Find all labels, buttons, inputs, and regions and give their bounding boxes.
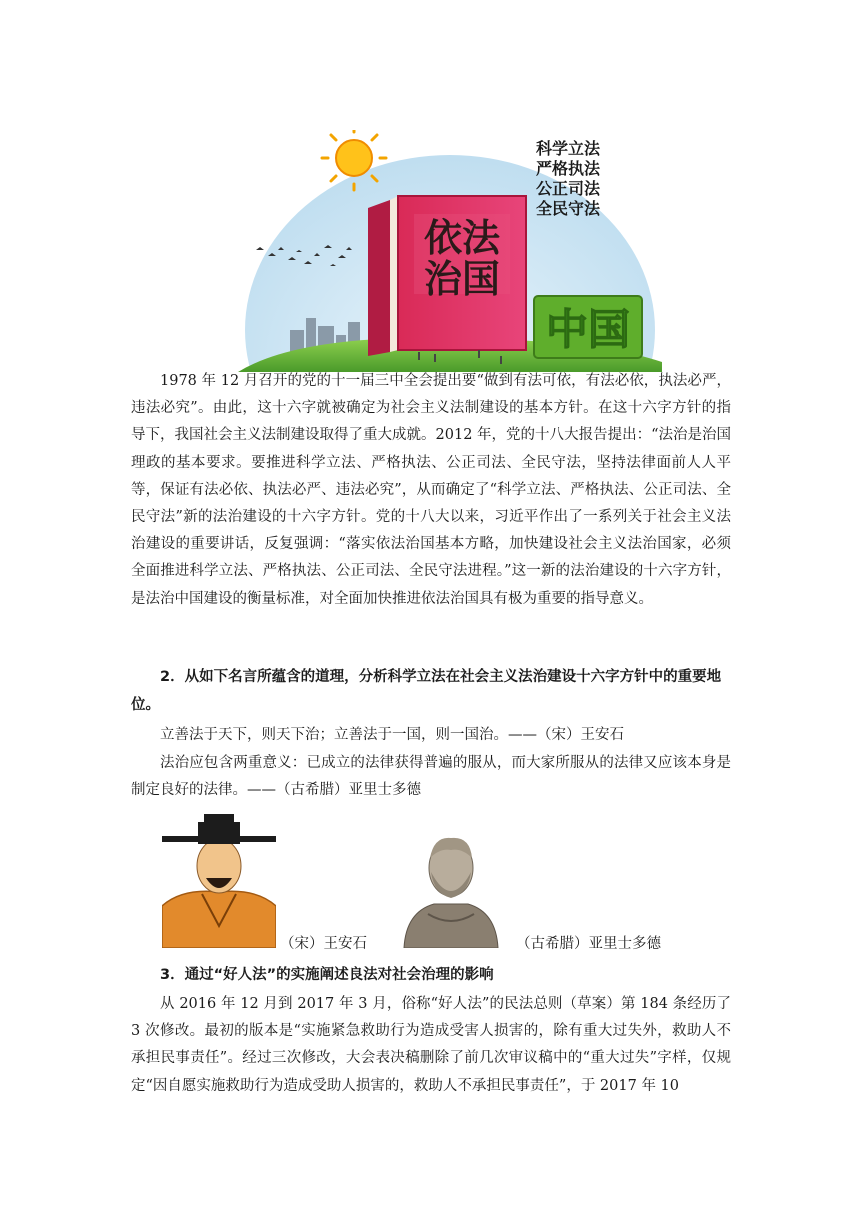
slogan-4: 全民守法 xyxy=(536,199,601,218)
paragraph-sixteen-character-policy: 1978 年 12 月召开的党的十一届三中全会提出要“做到有法可依，有法必依，执法必严，违法必究”。由此，这十六字就被确定为社会主义法制建设的基本方针。在这十六字方针的指导下，我国社会主义法制建设取得了重大成就。2012 年，党的十八大报告提出：“法治是治国理政的基本要求。要推进科学立法、严格执法、公正司法、全民守法，坚持法律面前人人平等，保证有法必依、执法必严、违法必究”，从而确定了“科学立法、严格执法、公正司法、全民守法”新的法治建设的十六字方针。党的十八大以来，习近平作出了一系列关于社会主义法治建设的重要讲话，反复强调：“落实依法治国基本方略，加快建设社会主义法治国家，必须全面推进科学立法、严格执法、公正司法、全民守法进程。”这一新的法治建设的十六字方针，是法治中国建设的衡量标准，对全面加快推进依法治国具有极为重要的指导意义。 xyxy=(131,373,731,607)
caption-wang-anshi: （宋）王安石 xyxy=(280,936,367,952)
caption-aristotle: （古希腊）亚里士多德 xyxy=(516,936,661,952)
wang-anshi-portrait xyxy=(162,814,276,948)
quote-aristotle: 法治应包含两重意义：已成立的法律获得普遍的服从，而大家所服从的法律又应该本身是制定良好的法律。——（古希腊）亚里士多德 xyxy=(131,755,731,799)
china-hedge-sign xyxy=(534,296,642,358)
slogan-3: 公正司法 xyxy=(536,179,601,198)
paragraph-good-samaritan-law: 从 2016 年 12 月到 2017 年 3 月，俗称“好人法”的民法总则（草案）第 184 条经历了 3 次修改。最初的版本是“实施紧急救助行为造成受害人损害的，除有重大过失外，救助人不承担民事责任”。经过三次修改，大会表决稿删除了前几次审议稿中的“重大过失”字样，仅规定“因自愿实施救助行为造成受助人损害的，救助人不承担民事责任”，于 2017 年 10 xyxy=(131,996,731,1094)
book-title-line1: 依法 xyxy=(423,216,501,260)
aristotle-bust xyxy=(398,828,504,948)
law-book-illustration xyxy=(368,196,526,356)
question-2-heading: 2．从如下名言所蕴含的道理，分析科学立法在社会主义法治建设十六字方针中的重要地位。 xyxy=(131,669,722,713)
book-title-line2: 治国 xyxy=(423,257,501,301)
rule-of-law-illustration xyxy=(238,130,662,372)
quote-wang-anshi: 立善法于天下，则天下治；立善法于一国，则一国治。——（宋）王安石 xyxy=(160,727,624,743)
hedge-text: 中国 xyxy=(545,305,631,354)
slogan-2: 严格执法 xyxy=(536,159,601,178)
question-3-heading: 3．通过“好人法”的实施阐述良法对社会治理的影响 xyxy=(160,967,494,983)
slogan-1: 科学立法 xyxy=(536,139,601,158)
